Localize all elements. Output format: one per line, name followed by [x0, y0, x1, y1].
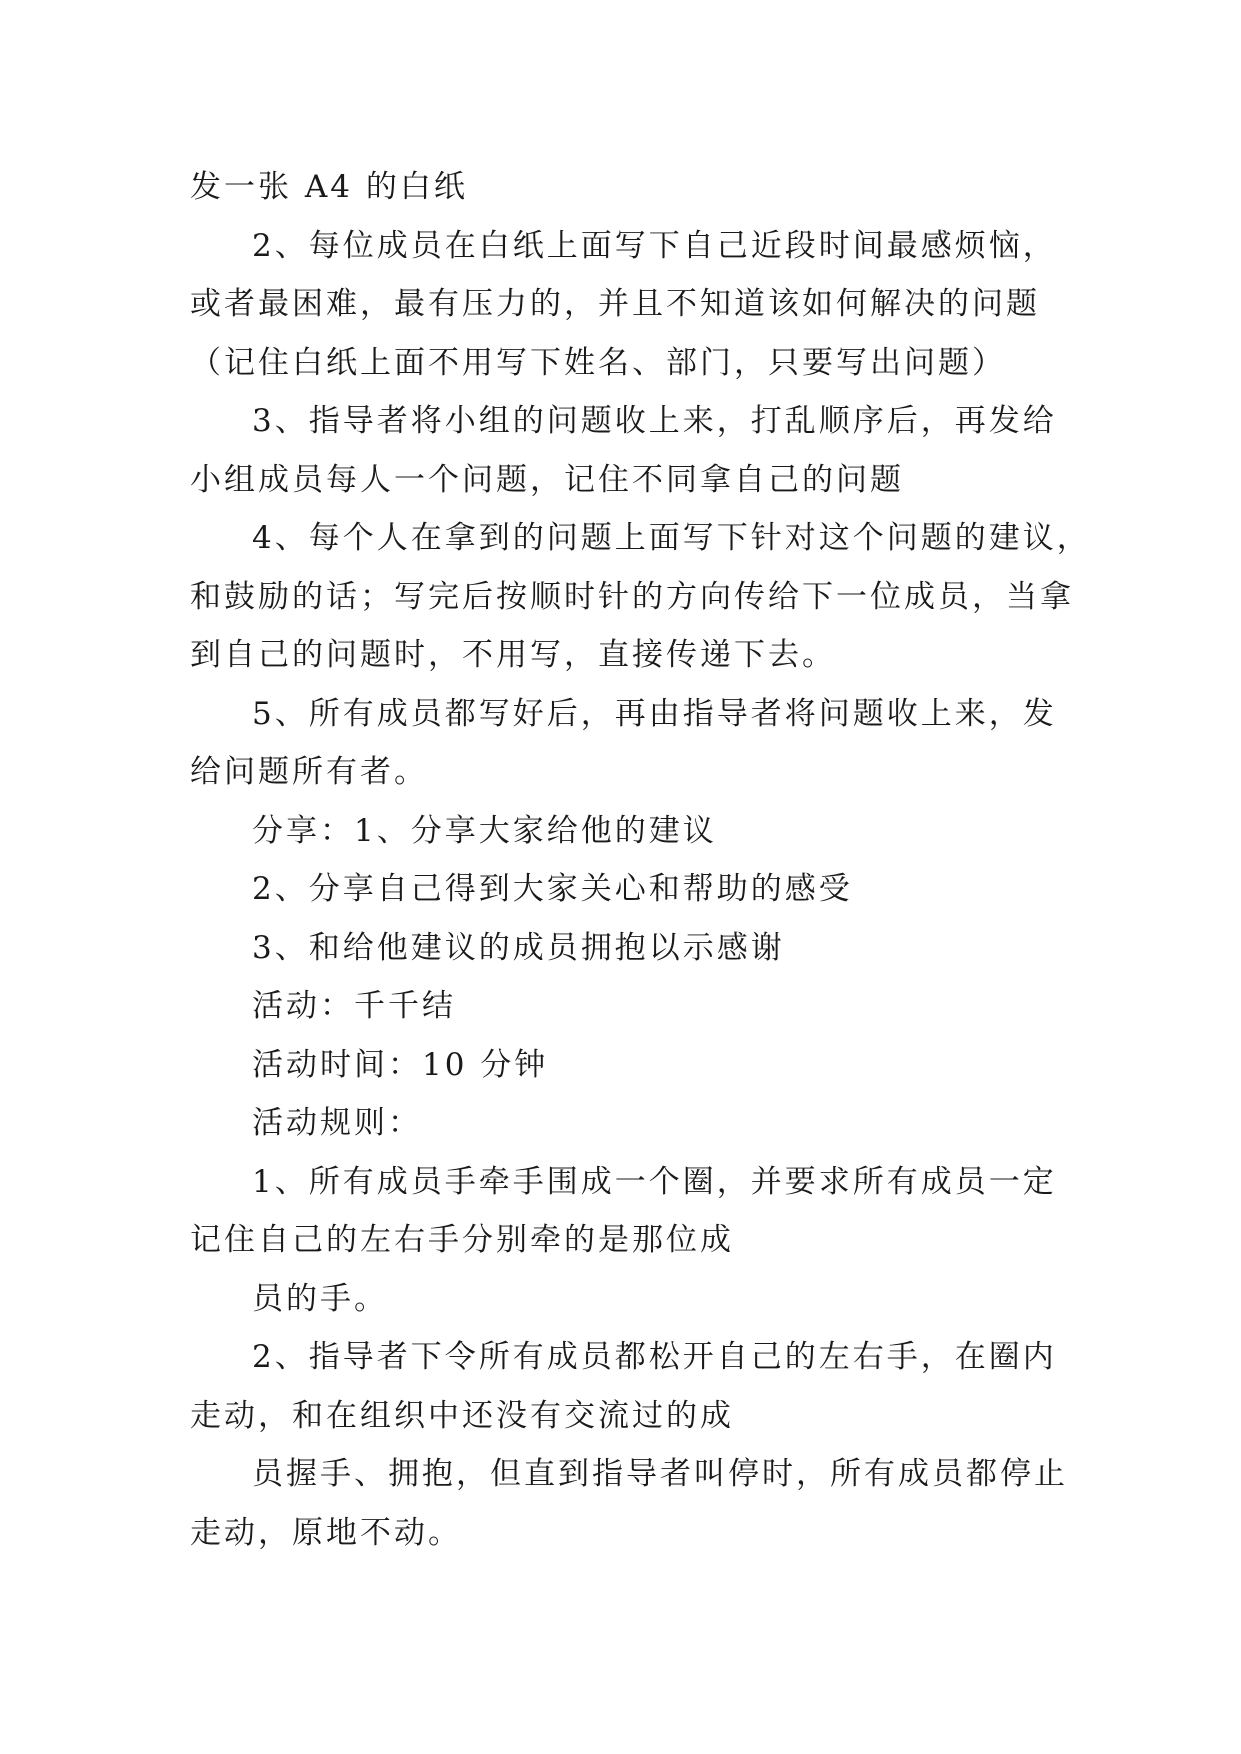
text-line: 3、指导者将小组的问题收上来，打乱顺序后，再发给 — [252, 403, 1057, 439]
text-line: 活动：千千结 — [252, 988, 456, 1024]
text-line: 活动时间：10 分钟 — [252, 1046, 549, 1083]
text-line: 分享：1、分享大家给他的建议 — [252, 812, 717, 849]
text-line: 3、和给他建议的成员拥抱以示感谢 — [252, 929, 785, 966]
text-line: 和鼓励的话；写完后按顺时针的方向传给下一位成员，当拿 — [190, 578, 1074, 615]
text-line: 2、指导者下令所有成员都松开自己的左右手，在圈内 — [252, 1339, 1057, 1375]
text-line: 小组成员每人一个问题，记住不同拿自己的问题 — [190, 461, 904, 498]
text-line: 2、每位成员在白纸上面写下自己近段时间最感烦恼， — [252, 227, 1057, 264]
text-line: 或者最困难，最有压力的，并且不知道该如何解决的问题 — [190, 286, 1040, 322]
text-line: 走动，原地不动。 — [190, 1514, 462, 1551]
text-line: 活动规则： — [252, 1105, 422, 1141]
text-line: （记住白纸上面不用写下姓名、部门，只要写出问题） — [190, 344, 1006, 381]
text-line: 走动，和在组织中还没有交流过的成 — [190, 1397, 734, 1434]
text-line: 记住自己的左右手分别牵的是那位成 — [190, 1222, 734, 1258]
text-line: 员的手。 — [252, 1280, 388, 1317]
text-line: 1、所有成员手牵手围成一个圈，并要求所有成员一定 — [252, 1163, 1057, 1200]
document-body — [190, 158, 1091, 1562]
text-line: 到自己的问题时，不用写，直接传递下去。 — [190, 637, 836, 673]
text-line: 5、所有成员都写好后，再由指导者将问题收上来，发 — [252, 695, 1057, 732]
text-line: 给问题所有者。 — [190, 754, 428, 790]
text-line: 2、分享自己得到大家关心和帮助的感受 — [252, 871, 853, 907]
text-line: 员握手、拥抱，但直到指导者叫停时，所有成员都停止 — [252, 1456, 1068, 1492]
text-line: 4、每个人在拿到的问题上面写下针对这个问题的建议， — [252, 520, 1091, 556]
text-line: 发一张 A4 的白纸 — [190, 169, 468, 205]
